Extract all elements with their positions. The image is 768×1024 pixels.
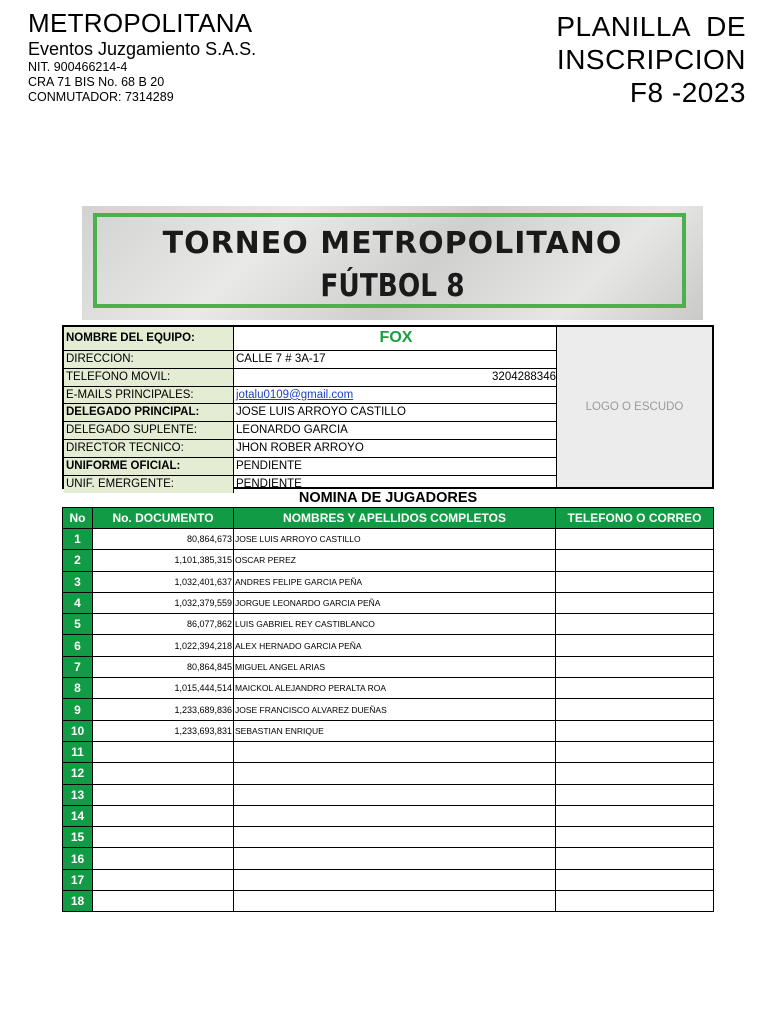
player-contact[interactable] — [556, 656, 714, 677]
table-row — [63, 869, 714, 890]
player-contact[interactable] — [556, 720, 714, 741]
main-delegate-value[interactable]: JOSE LUIS ARROYO CASTILLO — [236, 406, 406, 419]
roster-header-row — [63, 508, 714, 529]
player-number: 16 — [63, 848, 93, 869]
player-name[interactable] — [234, 784, 556, 805]
email-label: E-MAILS PRINCIPALES: — [64, 387, 234, 404]
player-contact[interactable] — [556, 741, 714, 762]
player-name[interactable]: LUIS GABRIEL REY CASTIBLANCO — [234, 614, 556, 635]
player-number: 7 — [63, 656, 93, 677]
player-name[interactable]: JOSE LUIS ARROYO CASTILLO — [234, 529, 556, 550]
player-document[interactable] — [93, 891, 234, 912]
banner-subtitle: FÚTBOL 8 — [320, 268, 465, 304]
player-name[interactable] — [234, 869, 556, 890]
banner-title: TORNEO METROPOLITANO — [162, 226, 623, 261]
substitute-delegate-row — [64, 422, 556, 440]
team-info-table — [62, 325, 714, 489]
player-name[interactable] — [234, 805, 556, 826]
player-name[interactable]: SEBASTIAN ENRIQUE — [234, 720, 556, 741]
player-document[interactable]: 1,032,379,559 — [93, 592, 234, 613]
team-info-grid — [64, 327, 556, 493]
player-document[interactable] — [93, 869, 234, 890]
document-title-line2: INSCRIPCION — [556, 44, 746, 75]
emergency-uniform-value[interactable]: PENDIENTE — [236, 477, 302, 490]
header-document: No. DOCUMENTO — [93, 508, 234, 529]
player-name[interactable] — [234, 827, 556, 848]
table-row — [63, 699, 714, 720]
player-number: 11 — [63, 741, 93, 762]
table-row — [63, 848, 714, 869]
email-row — [64, 387, 556, 405]
player-contact[interactable] — [556, 592, 714, 613]
table-row — [63, 891, 714, 912]
player-document[interactable]: 80,864,845 — [93, 656, 234, 677]
player-name[interactable] — [234, 848, 556, 869]
player-contact[interactable] — [556, 678, 714, 699]
player-document[interactable]: 1,022,394,218 — [93, 635, 234, 656]
table-row — [63, 614, 714, 635]
player-number: 4 — [63, 592, 93, 613]
roster-table — [62, 507, 714, 912]
player-contact[interactable] — [556, 571, 714, 592]
address-row — [64, 351, 556, 369]
header-full-name: NOMBRES Y APELLIDOS COMPLETOS — [234, 508, 556, 529]
player-name[interactable]: JORGUE LEONARDO GARCIA PEÑA — [234, 592, 556, 613]
player-contact[interactable] — [556, 763, 714, 784]
player-name[interactable]: MAICKOL ALEJANDRO PERALTA ROA — [234, 678, 556, 699]
player-contact[interactable] — [556, 529, 714, 550]
coach-value[interactable]: JHON ROBER ARROYO — [236, 441, 364, 454]
player-contact[interactable] — [556, 891, 714, 912]
player-contact[interactable] — [556, 784, 714, 805]
player-contact[interactable] — [556, 827, 714, 848]
player-number: 9 — [63, 699, 93, 720]
player-name[interactable] — [234, 763, 556, 784]
table-row — [63, 805, 714, 826]
document-title-line3: F8 -2023 — [629, 77, 746, 108]
table-row — [63, 678, 714, 699]
official-uniform-value[interactable]: PENDIENTE — [236, 459, 302, 472]
address-value[interactable]: CALLE 7 # 3A-17 — [236, 353, 326, 365]
company-subtitle: Eventos Juzgamiento S.A.S. — [28, 39, 257, 59]
player-document[interactable] — [93, 827, 234, 848]
player-number: 8 — [63, 678, 93, 699]
email-link[interactable]: jotalu0109@gmail.com — [236, 388, 354, 401]
player-document[interactable]: 80,864,673 — [93, 529, 234, 550]
player-contact[interactable] — [556, 699, 714, 720]
address-label: DIRECCION: — [64, 351, 234, 368]
player-document[interactable]: 1,015,444,514 — [93, 678, 234, 699]
header-contact: TELEFONO O CORREO — [556, 508, 714, 529]
table-row — [63, 741, 714, 762]
player-document[interactable] — [93, 741, 234, 762]
document-title-line1: PLANILLA DE — [556, 11, 746, 42]
company-phone: CONMUTADOR: 7314289 — [28, 90, 174, 104]
player-name[interactable]: JOSE FRANCISCO ALVAREZ DUEÑAS — [234, 699, 556, 720]
substitute-delegate-label: DELEGADO SUPLENTE: — [64, 422, 234, 439]
player-number: 10 — [63, 720, 93, 741]
player-number: 14 — [63, 805, 93, 826]
header-number: No — [63, 508, 93, 529]
player-document[interactable] — [93, 805, 234, 826]
player-contact[interactable] — [556, 805, 714, 826]
table-row — [63, 571, 714, 592]
player-document[interactable]: 1,101,385,315 — [93, 550, 234, 571]
main-delegate-label: DELEGADO PRINCIPAL: — [64, 404, 234, 421]
player-number: 17 — [63, 869, 93, 890]
player-number: 15 — [63, 827, 93, 848]
player-number: 18 — [63, 891, 93, 912]
substitute-delegate-value[interactable]: LEONARDO GARCIA — [236, 424, 348, 437]
player-name[interactable]: MIGUEL ANGEL ARIAS — [234, 656, 556, 677]
team-name-label: NOMBRE DEL EQUIPO: — [64, 327, 234, 350]
table-row — [63, 635, 714, 656]
table-row — [63, 529, 714, 550]
mobile-label: TELEFONO MOVIL: — [64, 369, 234, 386]
table-row — [63, 763, 714, 784]
player-contact[interactable] — [556, 635, 714, 656]
company-name: METROPOLITANA — [28, 8, 253, 38]
player-number: 1 — [63, 529, 93, 550]
document-title — [556, 10, 746, 109]
player-document[interactable]: 86,077,862 — [93, 614, 234, 635]
player-document[interactable]: 1,233,689,836 — [93, 699, 234, 720]
player-number: 13 — [63, 784, 93, 805]
player-document[interactable] — [93, 763, 234, 784]
player-name[interactable] — [234, 741, 556, 762]
player-number: 3 — [63, 571, 93, 592]
table-row — [63, 784, 714, 805]
main-delegate-row — [64, 404, 556, 422]
player-name[interactable]: ALEX HERNADO GARCIA PEÑA — [234, 635, 556, 656]
email-value[interactable] — [234, 387, 556, 404]
company-nit: NIT. 900466214-4 — [28, 60, 128, 74]
player-number: 12 — [63, 763, 93, 784]
table-row — [63, 720, 714, 741]
table-row — [63, 550, 714, 571]
player-document[interactable] — [93, 784, 234, 805]
player-contact[interactable] — [556, 848, 714, 869]
player-document[interactable]: 1,032,401,637 — [93, 571, 234, 592]
player-contact[interactable] — [556, 550, 714, 571]
player-number: 2 — [63, 550, 93, 571]
tournament-banner — [82, 206, 703, 320]
mobile-row — [64, 369, 556, 387]
team-name-row — [64, 327, 556, 351]
roster-title: NOMINA DE JUGADORES — [298, 490, 478, 506]
player-name[interactable]: ANDRES FELIPE GARCIA PEÑA — [234, 571, 556, 592]
player-name[interactable] — [234, 891, 556, 912]
logo-placeholder[interactable]: LOGO O ESCUDO — [556, 327, 712, 487]
table-row — [63, 592, 714, 613]
player-number: 5 — [63, 614, 93, 635]
player-document[interactable] — [93, 848, 234, 869]
player-number: 6 — [63, 635, 93, 656]
player-contact[interactable] — [556, 869, 714, 890]
official-uniform-row — [64, 458, 556, 476]
table-row — [63, 656, 714, 677]
mobile-value[interactable]: 3204288346 — [492, 370, 556, 383]
team-name-value[interactable]: FOX — [379, 329, 413, 346]
emergency-uniform-label: UNIF. EMERGENTE: — [64, 476, 234, 494]
table-row — [63, 827, 714, 848]
company-address: CRA 71 BIS No. 68 B 20 — [28, 75, 165, 89]
player-document[interactable]: 1,233,693,831 — [93, 720, 234, 741]
company-header — [28, 8, 256, 105]
player-contact[interactable] — [556, 614, 714, 635]
player-name[interactable]: OSCAR PEREZ — [234, 550, 556, 571]
roster-body — [63, 529, 714, 912]
official-uniform-label: UNIFORME OFICIAL: — [64, 458, 234, 475]
coach-label: DIRECTOR TECNICO: — [64, 440, 234, 457]
coach-row — [64, 440, 556, 458]
